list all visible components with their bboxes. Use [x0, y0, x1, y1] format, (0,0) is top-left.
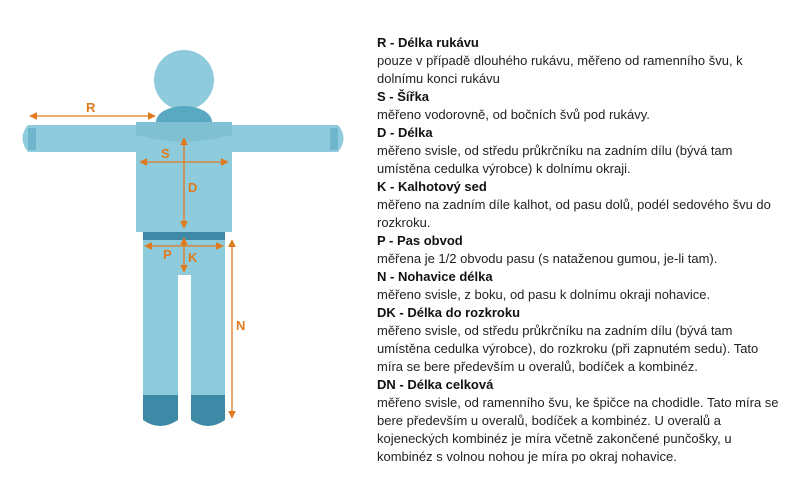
- right-cuff: [330, 128, 338, 150]
- legend-title: R - Délka rukávu: [377, 35, 479, 50]
- legend-text: měřeno svisle, od středu průkrčníku na zadním dílu (bývá tam umístěna cedulka výrobce), do rozkroku (při zapnutém sedu). Tato míra se bere především u overalů, bodíček a kombinéz.: [377, 323, 759, 374]
- legend-item-s: [377, 88, 787, 124]
- legend-item-k: [377, 178, 787, 232]
- legend-text: měřeno svisle, od ramenního švu, ke špičce na chodidle. Tato míra se bere především u overalů, bodíček a kombinéz. U overalů a kojeneckých kombinéz je míra včetně zakončené punčošky, u kombinéz s volnou nohou je míra po okraj nohavice.: [377, 395, 779, 464]
- legend-text: měřena je 1/2 obvodu pasu (s nataženou gumou, je-li tam).: [377, 251, 718, 266]
- right-foot: [191, 395, 225, 426]
- legend-text: měřeno na zadním díle kalhot, od pasu dolů, podél sedového švu do rozkroku.: [377, 197, 771, 230]
- legend-text: měřeno svisle, od středu průkrčníku na zadním dílu (bývá tam umístěna cedulka výrobce) k dolnímu okraji.: [377, 143, 733, 176]
- figure-svg: [0, 0, 360, 500]
- legend-text: měřeno vodorovně, od bočních švů pod rukávy.: [377, 107, 650, 122]
- label-s: S: [161, 146, 170, 161]
- legend-title: DN - Délka celková: [377, 377, 494, 392]
- legend-title: K - Kalhotový sed: [377, 179, 487, 194]
- legend-title: D - Délka: [377, 125, 433, 140]
- left-cuff: [28, 128, 36, 150]
- label-n: N: [236, 318, 246, 333]
- label-k: K: [188, 250, 198, 265]
- legend-item-dk: [377, 304, 787, 376]
- measurement-legend: [377, 34, 787, 466]
- legend-item-dn: [377, 376, 787, 466]
- legend-title: DK - Délka do rozkroku: [377, 305, 521, 320]
- label-r: R: [86, 100, 96, 115]
- legend-item-n: [377, 268, 787, 304]
- legend-item-r: [377, 34, 787, 88]
- legend-item-p: [377, 232, 787, 268]
- legend-title: P - Pas obvod: [377, 233, 463, 248]
- legend-title: S - Šířka: [377, 89, 430, 104]
- size-figure: [0, 0, 360, 500]
- label-p: P: [163, 247, 172, 262]
- head-shape: [154, 50, 214, 110]
- legend-text: měřeno svisle, z boku, od pasu k dolnímu okraji nohavice.: [377, 287, 711, 302]
- legend-text: pouze v případě dlouhého rukávu, měřeno od ramenního švu, k dolnímu konci rukávu: [377, 53, 743, 86]
- legend-title: N - Nohavice délka: [377, 269, 493, 284]
- left-foot: [143, 395, 178, 426]
- legend-item-d: [377, 124, 787, 178]
- label-d: D: [188, 180, 198, 195]
